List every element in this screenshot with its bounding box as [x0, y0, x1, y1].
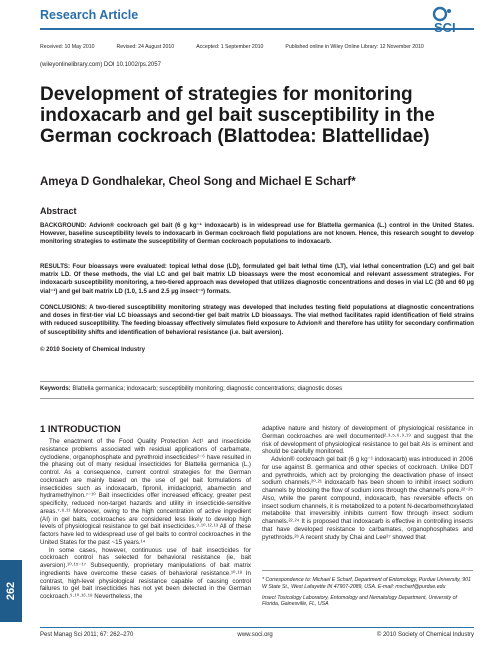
publication-dates [40, 44, 474, 50]
results-text: Four bioassays were evaluated: topical lethal dose (LD), formulated gel bait lethal time (LT), vial lethal concentration (LC) and gel bait matrix LD. Of these methods, the vial LC and gel bait matrix LD bioassays were the most economical and relevant assessment strategies. For indoxacarb susceptibility monitoring, a two-tiered approach was developed that utilizes diagnostic concentrations and doses in vial LC (30 and 60 µg vial⁻¹) and gel bait matrix LD (1.0, 1.5 and 2.5 µg insect⁻¹) formats. [40, 263, 474, 295]
footnote-rule [262, 570, 473, 571]
accepted-date: Accepted: 1 September 2010 [196, 44, 264, 50]
abstract-copyright: © 2010 Society of Chemical Industry [40, 346, 146, 353]
page-number: 262 [4, 581, 17, 601]
section-tag: Research Article [40, 8, 139, 22]
published-date: Published online in Wiley Online Library: 12 November 2010 [285, 44, 424, 50]
page-number-tab [0, 560, 22, 622]
footer-copyright: © 2010 Society of Chemical Industry [376, 632, 474, 638]
background-label: BACKGROUND: [40, 222, 87, 229]
journal-url[interactable]: www.soci.org [237, 632, 273, 638]
page-footer [40, 632, 474, 638]
intro-paragraph: Advion® cockroach gel bait (6 g kg⁻¹ indoxacarb) was introduced in 2006 for use against B. germanica and other species of cockroach. Unlike DDT and pyrethroids, which act by prolonging the deactivation phase of insect sodium channels,²⁰·²¹ indoxacarb has been shown to inhibit insect sodium channels by blocking the flow of sodium ions through the channel's pore.²²⁻²⁵ Also, while the parent compound, indoxacarb, has reversible effects on insect sodium channels, it is metabolized to a potent N-decarbomethoxylated metabolite that irreversibly inhibits current flow through insect sodium channels.²²·²⁴ It is proposed that indoxacarb is effective in controlling insects that have developed resistance to carbamates, organophosphates and pyrethroids.²⁶ A recent study by Chai and Lee²⁷ showed that [262, 456, 473, 541]
correspondence-note: * Correspondence to: Michael E Scharf, Department of Entomology, Purdue University, 901 W State St., West Lafayette IN 47907-2089, USA. E-mail: mscharf@purdue.edu [262, 577, 471, 590]
keywords-text: Blattella germanica; indoxacarb; susceptibility monitoring; diagnostic concentrations; diagnostic doses [70, 386, 343, 392]
intro-paragraph: adaptive nature and history of development of physiological resistance in German cockroaches are well documented²·³·⁵·⁶·⁹·¹⁹ and suggest that the risk of development of physiological resistance to gel bait AIs is eminent and should be carefully monitored. [262, 425, 473, 456]
abstract-conclusions [40, 304, 474, 337]
sci-logo [428, 6, 470, 36]
keywords-label: Keywords: [40, 386, 71, 392]
intro-paragraph: The enactment of the Food Quality Protection Act¹ and insecticide resistance problems associated with residual applications of carbamate, cyclodiene, organophosphate and pyrethroid insecticides²⁻⁶ have resulted in the phasing out of many residual insecticides for Blattella germanica (L.) control. As a consequence, current control strategies for the German cockroach are mainly based on the use of gel bait formulations of insecticides such as indoxacarb, fipronil, imidacloprid, abamectin and hydramethylnon.⁷⁻¹⁰ Bait insecticides offer increased efficacy, greater pest specificity, reduced non-target hazards and utility in insecticide-sensitive areas.⁷·⁸·¹¹ Moreover, owing to the high concentration of active ingredient (AI) in gel baits, cockroaches are considered less likely to develop high levels of physiological resistance to gel bait insecticides.⁹·¹⁰·¹²·¹³ All of these factors have led to widespread use of gel baits to control cockroaches in the United States for the past ~15 years.¹⁴ [40, 438, 251, 546]
abstract-heading: Abstract [40, 206, 77, 216]
affiliation-note: Insect Toxicology Laboratory, Entomology and Nematology Department, University of Florida, Gainesville, FL, USA [262, 594, 457, 608]
results-label: RESULTS: [40, 263, 71, 270]
journal-citation: Pest Manag Sci 2011; 67: 262–270 [40, 632, 134, 638]
revised-date: Revised: 24 August 2010 [116, 44, 175, 50]
abstract-background [40, 222, 474, 247]
article-title: Development of strategies for monitoring indoxacarb and gel bait susceptibility in the German cockroach (Blattodea: Blattellidae) [40, 84, 435, 147]
intro-paragraph: In some cases, however, continuous use of bait insecticides for cockroach control has selected for behavioral resistance (ie, bait aversion).¹⁰·¹⁵⁻¹⁷ Subsequently, proprietary manipulations of bait matrix ingredients have overcome these cases of behavioral resistance.¹⁰·¹⁸ In contrast, high-level physiological resistance capable of causing control failures to gel bait insecticides has not yet been detected in the German cockroach.⁹·¹⁰·¹⁶·¹⁸ Nevertheless, the [40, 546, 251, 600]
abstract-results [40, 263, 474, 296]
conclusions-text: A two-tiered susceptibility monitoring strategy was developed that includes testing field populations at diagnostic concentrations and doses in first-tier vial LC bioassays and second-tier gel bait matrix LD bioassays. The vial method facilitates rapid identification of field strains with reduced susceptibility. The feeding bioassay effectively simulates field exposure to Advion® and therefore has utility for secondary confirmation of susceptibility shifts and identification of behavioral resistance (i.e. bait aversion). [40, 304, 474, 336]
intro-left-column [40, 438, 251, 601]
received-date: Received: 10 May 2010 [40, 44, 95, 50]
keywords-rule-bottom [40, 398, 474, 399]
header-rule [40, 28, 474, 30]
footer-rule [40, 627, 474, 628]
intro-right-column [262, 425, 473, 541]
keywords-rule-top [40, 381, 474, 382]
intro-heading: 1 INTRODUCTION [40, 424, 121, 435]
footnote [262, 577, 473, 608]
keywords [40, 386, 474, 392]
conclusions-label: CONCLUSIONS: [40, 304, 88, 311]
doi: (wileyonlinelibrary.com) DOI 10.1002/ps.2057 [40, 62, 161, 68]
background-text: Advion® cockroach gel bait (6 g kg⁻¹ indoxacarb) is in widespread use for Blattella germanica (L.) control in the United States. However, baseline susceptibility levels to indoxacarb in German cockroach field populations are not known. Hence, this research sought to develop monitoring strategies to estimate the susceptibility of German cockroach populations to indoxacarb. [40, 222, 474, 246]
authors: Ameya D Gondhalekar, Cheol Song and Michael E Scharf* [40, 176, 356, 188]
